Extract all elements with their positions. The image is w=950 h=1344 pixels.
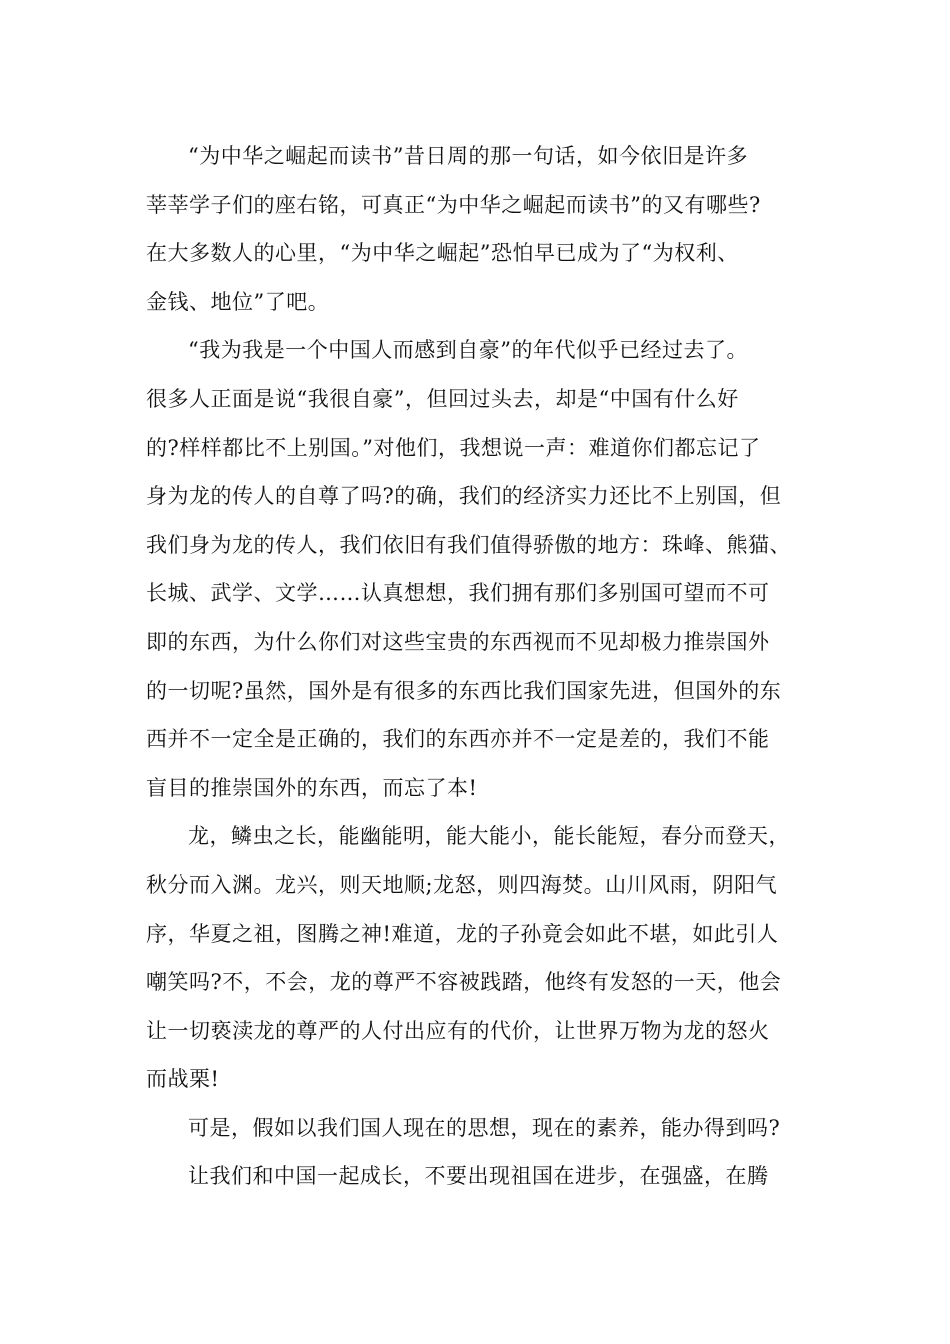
text-line: 身为龙的传人的自尊了吗?的确，我们的经济实力还比不上别国，但 <box>146 484 782 509</box>
text-line: “我为我是一个中国人而感到自豪”的年代似乎已经过去了。 <box>188 338 748 363</box>
text-line: 龙，鳞虫之长，能幽能明，能大能小，能长能短，春分而登天， <box>188 824 790 849</box>
text-line: 嘲笑吗?不，不会，龙的尊严不容被践踏，他终有发怒的一天，他会 <box>146 970 782 995</box>
text-line: 莘莘学子们的座右铭，可真正“为中华之崛起而读书”的又有哪些? <box>146 192 761 217</box>
text-line: 让我们和中国一起成长，不要出现祖国在进步，在强盛，在腾 <box>188 1164 769 1189</box>
text-line: 即的东西，为什么你们对这些宝贵的东西视而不见却极力推崇国外 <box>146 629 770 654</box>
text-line: 很多人正面是说“我很自豪”，但回过头去，却是“中国有什么好 <box>146 386 739 411</box>
paragraph-4 <box>146 1104 826 1153</box>
text-line: 在大多数人的心里，“为中华之崛起”恐怕早已成为了“为权利、 <box>146 241 739 266</box>
paragraph-5 <box>146 1152 826 1201</box>
text-line: 的?样样都比不上别国。”对他们，我想说一声：难道你们都忘记了 <box>146 435 761 460</box>
text-line: 秋分而入渊。龙兴，则天地顺;龙怒，则四海焚。山川风雨，阴阳气 <box>146 872 778 897</box>
text-line: 西并不一定全是正确的，我们的东西亦并不一定是差的，我们不能 <box>146 727 770 752</box>
text-line: 的一切呢?虽然，国外是有很多的东西比我们国家先进，但国外的东 <box>146 678 782 703</box>
document-body <box>146 132 826 1201</box>
text-line: 我们身为龙的传人，我们依旧有我们值得骄傲的地方：珠峰、熊猫、 <box>146 532 791 557</box>
text-line: 金钱、地位”了吧。 <box>146 289 330 314</box>
text-line: 长城、武学、文学……认真想想，我们拥有那们多别国可望而不可 <box>146 581 770 606</box>
text-line: 而战栗! <box>146 1067 220 1092</box>
text-line: 序，华夏之祖，图腾之神!难道，龙的子孙竟会如此不堪，如此引人 <box>146 921 779 946</box>
text-line: “为中华之崛起而读书”昔日周的那一句话，如今依旧是许多 <box>188 144 748 168</box>
text-line: 可是，假如以我们国人现在的思想，现在的素养，能办得到吗? <box>188 1115 781 1140</box>
paragraph-1 <box>146 132 826 326</box>
text-line: 让一切亵渎龙的尊严的人付出应有的代价，让世界万物为龙的怒火 <box>146 1018 770 1043</box>
text-line: 盲目的推崇国外的东西，而忘了本! <box>146 775 478 800</box>
paragraph-2 <box>146 326 826 812</box>
paragraph-3 <box>146 812 826 1104</box>
